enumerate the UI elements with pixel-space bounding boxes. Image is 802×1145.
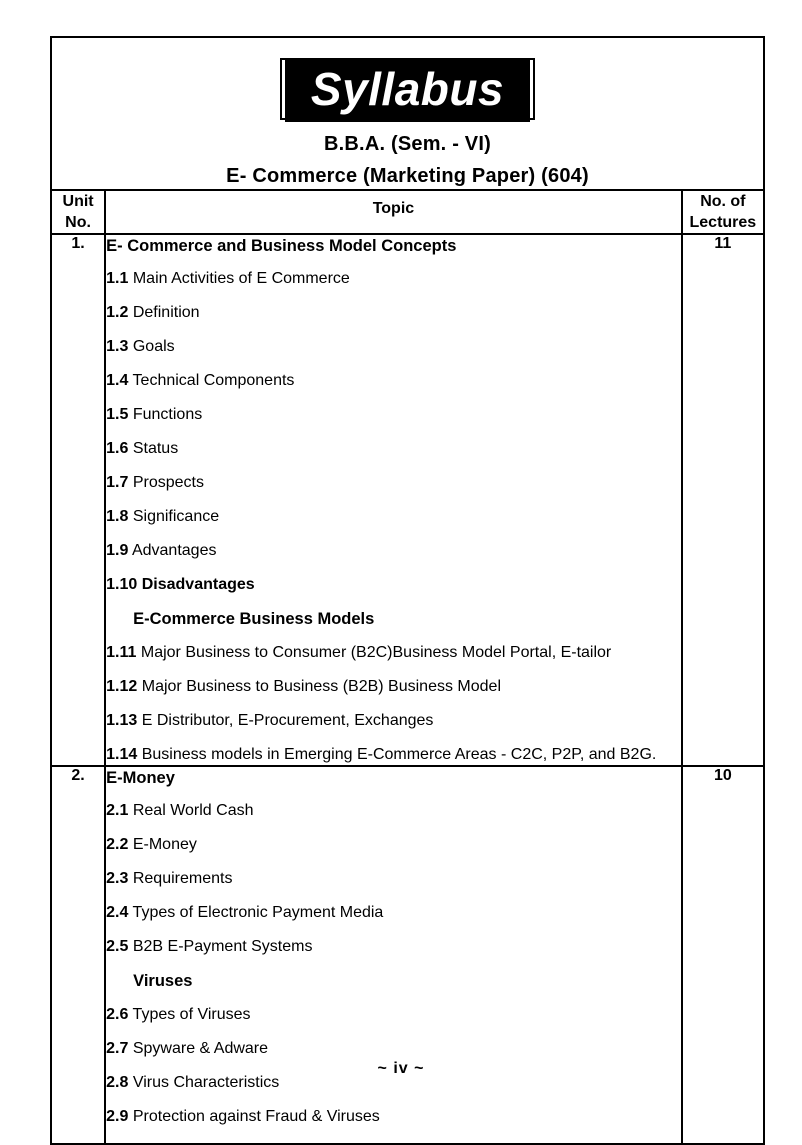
- topic-item-number: 1.3: [106, 338, 129, 355]
- column-header-row: [51, 190, 764, 234]
- topic-item-number: 1.1: [106, 270, 129, 287]
- topic-item-text: Advantages: [131, 542, 217, 559]
- topic-item-text: Status: [132, 440, 179, 457]
- topic-item-text: Types of Viruses: [132, 1006, 251, 1023]
- topic-item-number: 1.6: [106, 440, 129, 457]
- topic-item: [106, 1107, 681, 1127]
- topic-item: [106, 507, 681, 527]
- topic-item-text: E Distributor, E-Procurement, Exchanges: [141, 712, 434, 729]
- banner-wrapper: [52, 38, 763, 120]
- topic-item-number: 2.8: [106, 1074, 129, 1091]
- unit-number-cell: 2.: [51, 766, 105, 1144]
- topic-subheading: E-Commerce Business Models: [133, 610, 375, 628]
- topic-item-number: 2.7: [106, 1040, 129, 1057]
- topic-item: [106, 1039, 681, 1059]
- topic-item-text: Virus Characteristics: [132, 1074, 280, 1091]
- topic-item-number: 1.4: [106, 372, 129, 389]
- unit-title: E- Commerce and Business Model Concepts: [106, 237, 457, 255]
- topic-item-number: 1.9: [106, 542, 129, 559]
- column-header-topic: Topic: [105, 190, 682, 234]
- topic-item-text: Significance: [132, 508, 220, 525]
- topic-item: [106, 337, 681, 357]
- topic-item-number: 2.3: [106, 870, 129, 887]
- topic-item-number: 2.9: [106, 1108, 129, 1125]
- topic-item-text: Spyware & Adware: [132, 1040, 269, 1057]
- topic-item-number: 2.1: [106, 802, 129, 819]
- topic-item-number: 2.2: [106, 836, 129, 853]
- topic-item-text: E-Money: [132, 836, 197, 853]
- course-program-label: B.B.A. (Sem. - VI): [324, 133, 491, 155]
- topic-item: [106, 643, 681, 663]
- unit-topic-cell: [105, 234, 682, 766]
- topic-item: [106, 303, 681, 323]
- title-row: [51, 37, 764, 190]
- syllabus-table: [50, 36, 765, 1145]
- topic-item: [106, 869, 681, 889]
- topic-item-text: Protection against Fraud & Viruses: [132, 1108, 380, 1125]
- topic-item: [106, 835, 681, 855]
- topic-item-text: Major Business to Consumer (B2C)Business Model Portal, E-tailor: [140, 644, 612, 661]
- topic-item-text: Functions: [132, 406, 203, 423]
- unit-number-cell: 1.: [51, 234, 105, 766]
- topic-item: [106, 473, 681, 493]
- column-header-lectures-line2: Lectures: [689, 214, 757, 231]
- topic-item: [106, 1005, 681, 1025]
- unit-topic-cell: [105, 766, 682, 1144]
- topic-item: [106, 801, 681, 821]
- topic-item-number: 2.4: [106, 904, 129, 921]
- topic-item-number: 1.13: [106, 712, 138, 729]
- topic-item: [106, 711, 681, 731]
- column-header-lectures-line1: No. of: [700, 193, 746, 210]
- unit-lectures-cell: 10: [682, 766, 764, 1144]
- topic-item-number: 1.7: [106, 474, 129, 491]
- page-number-footer: ~ iv ~: [377, 1060, 425, 1077]
- topic-item: [106, 269, 681, 289]
- topic-item-text: Requirements: [132, 870, 233, 887]
- unit-title: E-Money: [106, 769, 175, 787]
- topic-item: [106, 439, 681, 459]
- topic-subheading: Viruses: [133, 972, 193, 990]
- title-cell: [51, 37, 764, 190]
- topic-item-text: Disadvantages: [141, 576, 255, 593]
- topic-item-number: 1.14: [106, 746, 138, 763]
- column-header-unit: [51, 190, 105, 234]
- topic-item: [106, 903, 681, 923]
- topic-item-text: Definition: [132, 304, 200, 321]
- topic-item-number: 2.6: [106, 1006, 129, 1023]
- topic-item-number: 1.5: [106, 406, 129, 423]
- column-header-lectures: [682, 190, 764, 234]
- topic-item-text: B2B E-Payment Systems: [132, 938, 313, 955]
- column-header-unit-line2: No.: [65, 214, 91, 231]
- topic-item-text: Business models in Emerging E-Commerce Areas - C2C, P2P, and B2G.: [141, 746, 657, 763]
- syllabus-table-body: [51, 37, 764, 1144]
- topic-item-number: 1.8: [106, 508, 129, 525]
- unit-lectures-cell: 11: [682, 234, 764, 766]
- topic-item: [106, 937, 681, 957]
- unit-row: [51, 766, 764, 1144]
- topic-item-number: 1.10: [106, 576, 138, 593]
- topic-item-text: Prospects: [132, 474, 204, 491]
- topic-item-text: Technical Components: [132, 372, 295, 389]
- topic-item-number: 1.11: [106, 644, 137, 661]
- syllabus-banner-label: Syllabus: [285, 60, 530, 122]
- syllabus-banner-frame: [280, 58, 535, 120]
- topic-item-text: Real World Cash: [132, 802, 254, 819]
- topic-item: [106, 371, 681, 391]
- course-subject-label: E- Commerce (Marketing Paper) (604): [226, 165, 589, 187]
- topic-item-text: Types of Electronic Payment Media: [132, 904, 384, 921]
- topic-item: [106, 405, 681, 425]
- topic-item: [106, 541, 681, 561]
- topic-item-number: 2.5: [106, 938, 129, 955]
- topic-item-text: Main Activities of E Commerce: [132, 270, 350, 287]
- topic-item-number: 1.12: [106, 678, 138, 695]
- topic-item: [106, 575, 681, 595]
- topic-item-text: Goals: [132, 338, 175, 355]
- column-header-unit-line1: Unit: [62, 193, 94, 210]
- topic-item-number: 1.2: [106, 304, 129, 321]
- topic-item: [106, 677, 681, 697]
- unit-row: [51, 234, 764, 766]
- topic-item-text: Major Business to Business (B2B) Business Model: [141, 678, 501, 695]
- topic-item: [106, 745, 681, 765]
